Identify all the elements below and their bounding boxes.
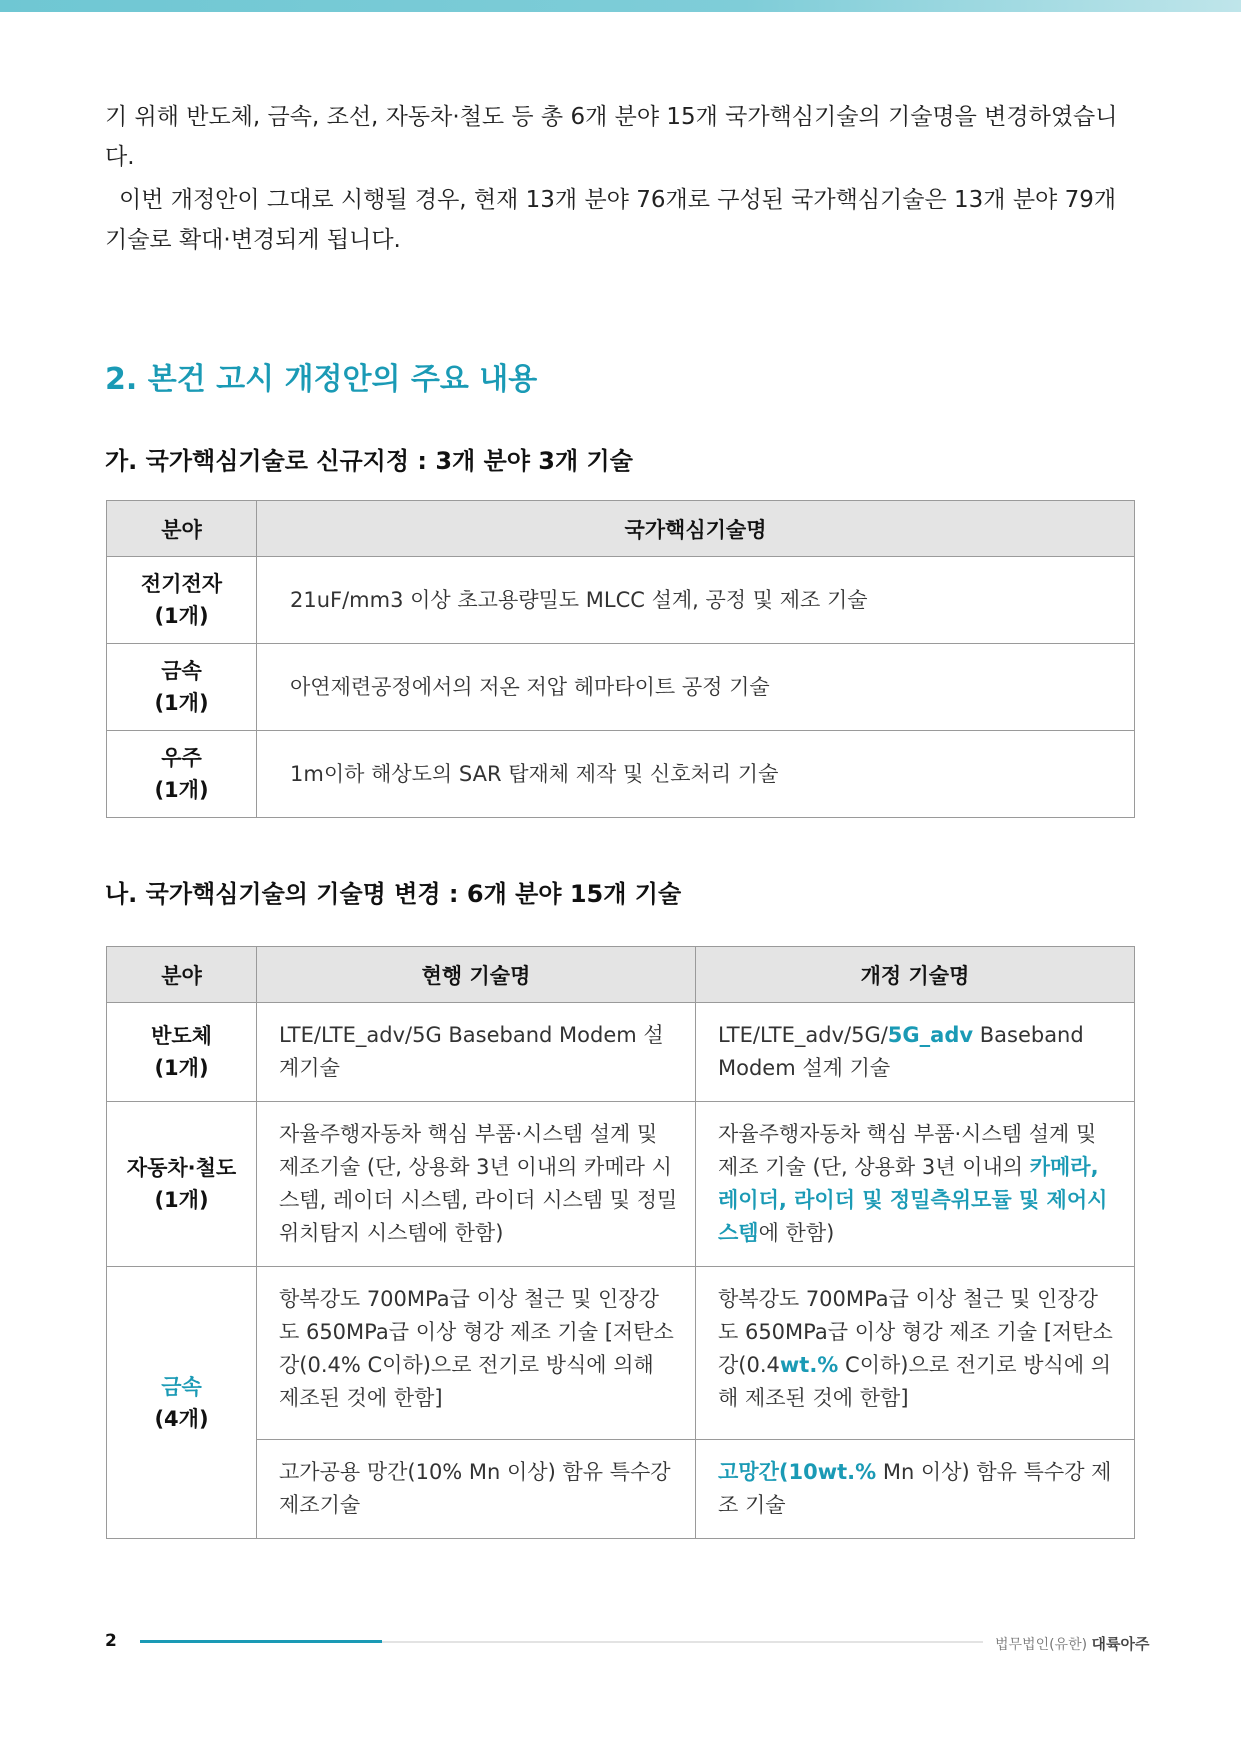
field-count: (1개) (154, 778, 209, 802)
revised-highlight: 10wt.% (788, 1460, 877, 1484)
firm-name: 대륙아주 (1091, 1635, 1150, 1653)
field-count: (1개) (154, 1056, 209, 1080)
revised-highlight: ( (778, 1460, 789, 1484)
section-title: 2. 본건 고시 개정안의 주요 내용 (105, 362, 538, 397)
field-name: 우주 (161, 746, 202, 770)
field-cell (107, 1267, 257, 1539)
revised-name-cell (696, 1003, 1135, 1102)
revised-text: 자율주행자동차 핵심 부품·시스템 설계 및 제조 기술 (단, 상용화 3년 이내의 (718, 1122, 1097, 1179)
table-header-row (107, 501, 1135, 557)
revised-name-cell (696, 1440, 1135, 1539)
current-name-cell: 자율주행자동차 핵심 부품·시스템 설계 및 제조기술 (단, 상용화 3년 이내의 카메라 시스템, 레이더 시스템, 라이더 시스템 및 정밀위치탐지 시스템에 한함) (257, 1102, 696, 1267)
current-name-cell: LTE/LTE_adv/5G Baseband Modem 설계기술 (257, 1003, 696, 1102)
revised-text: 에 한함) (758, 1221, 835, 1245)
tech-cell: 1m이하 해상도의 SAR 탑재체 제작 및 신호처리 기술 (257, 731, 1135, 818)
header-current-name: 현행 기술명 (257, 947, 696, 1003)
table-row (107, 557, 1135, 644)
footer-divider-accent (140, 1640, 382, 1643)
header-field: 분야 (107, 947, 257, 1003)
field-cell (107, 557, 257, 644)
field-cell (107, 1003, 257, 1102)
field-cell (107, 1102, 257, 1267)
current-name-cell: 고가공용 망간(10% Mn 이상) 함유 특수강 제조기술 (257, 1440, 696, 1539)
firm-prefix: 법무법인(유한) (995, 1637, 1088, 1653)
revised-text: LTE/LTE_adv/5G/ (718, 1023, 888, 1047)
firm-logo (995, 1633, 1150, 1654)
revised-text: Baseband Modem 설계 기술 (718, 1023, 1084, 1080)
revised-name-cell (696, 1267, 1135, 1440)
subsection-b-title: 나. 국가핵심기술의 기술명 변경 : 6개 분야 15개 기술 (105, 880, 682, 908)
current-name-cell: 항복강도 700MPa급 이상 철근 및 인장강도 650MPa급 이상 형강 제조 기술 [저탄소강(0.4% C이하)으로 전기로 방식에 의해 제조된 것에 한함] (257, 1267, 696, 1440)
field-name: 금속 (161, 659, 202, 683)
revised-text: Mn 이상) 함유 특수강 제조 기술 (718, 1460, 1112, 1517)
intro-paragraph-2: 이번 개정안이 그대로 시행될 경우, 현재 13개 분야 76개로 구성된 국가핵심기술은 13개 분야 79개 기술로 확대·변경되게 됩니다. (105, 187, 1117, 253)
field-count: (1개) (154, 1188, 209, 1212)
table-row (107, 1102, 1135, 1267)
name-change-table (106, 946, 1135, 1539)
field-count: (1개) (154, 691, 209, 715)
intro-paragraph-1: 기 위해 반도체, 금속, 조선, 자동차·철도 등 총 6개 분야 15개 국가핵심기술의 기술명을 변경하였습니다. (105, 104, 1118, 170)
revised-highlight: 고망간 (718, 1460, 779, 1484)
revised-text: C이하)으로 전기로 방식에 의해 제조된 것에 한함] (718, 1353, 1112, 1410)
tech-cell: 21uF/mm3 이상 초고용량밀도 MLCC 설계, 공정 및 제조 기술 (257, 557, 1135, 644)
table-row (107, 1440, 1135, 1539)
table-header-row (107, 947, 1135, 1003)
table-row (107, 731, 1135, 818)
revised-highlight: 5G_adv (887, 1023, 974, 1047)
table-row (107, 644, 1135, 731)
field-name: 금속 (161, 1374, 202, 1399)
tech-cell: 아연제련공정에서의 저온 저압 헤마타이트 공정 기술 (257, 644, 1135, 731)
field-cell (107, 644, 257, 731)
field-name: 반도체 (151, 1024, 212, 1048)
new-designation-table (106, 500, 1135, 818)
field-cell (107, 731, 257, 818)
page-number: 2 (105, 1631, 117, 1651)
field-count: (4개) (154, 1406, 209, 1431)
field-count: (1개) (154, 604, 209, 628)
revised-text: 항복강도 700MPa급 이상 철근 및 인장강도 650MPa급 이상 형강 제조 기술 [저탄소강(0.4 (718, 1287, 1113, 1377)
top-accent-bar (0, 0, 1241, 12)
revised-highlight: wt.% (779, 1353, 839, 1377)
revised-highlight: 카메라, 레이더, 라이더 및 정밀측위모듈 및 제어시스템 (718, 1155, 1108, 1245)
table-row (107, 1267, 1135, 1440)
header-field: 분야 (107, 501, 257, 557)
header-revised-name: 개정 기술명 (696, 947, 1135, 1003)
header-tech-name: 국가핵심기술명 (257, 501, 1135, 557)
field-name: 자동차·철도 (126, 1156, 237, 1180)
subsection-a-title: 가. 국가핵심기술로 신규지정 : 3개 분야 3개 기술 (105, 447, 633, 475)
table-row (107, 1003, 1135, 1102)
revised-name-cell (696, 1102, 1135, 1267)
field-name: 전기전자 (140, 572, 223, 596)
